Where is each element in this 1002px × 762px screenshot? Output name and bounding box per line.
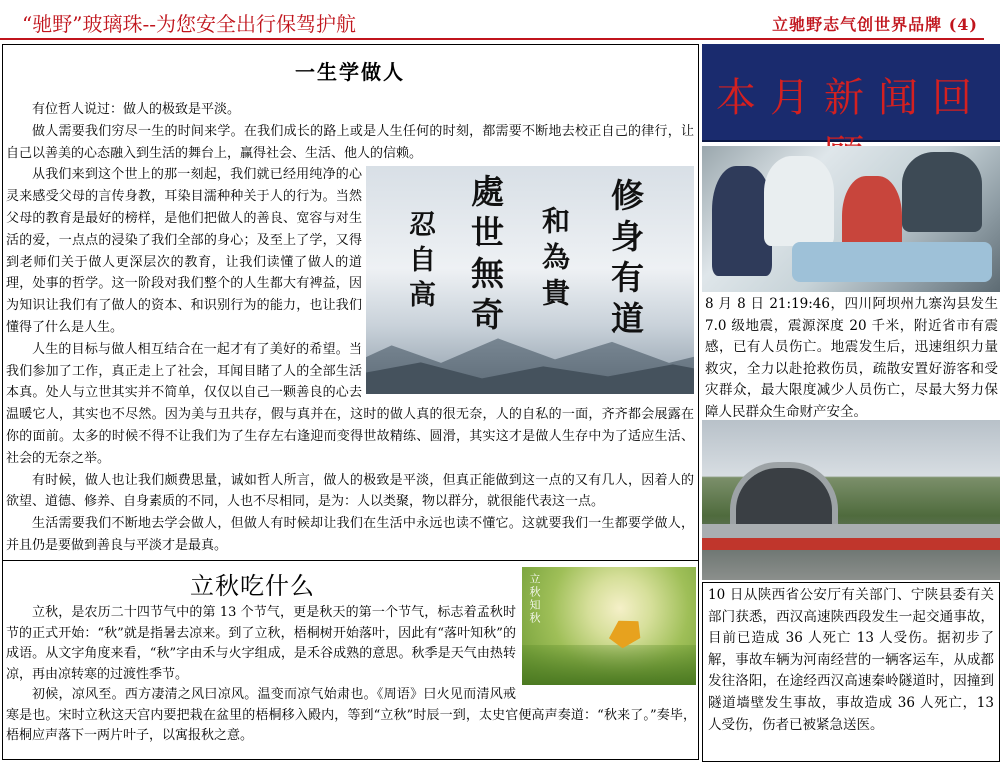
header-slogan: “驰野”玻璃珠--为您安全出行保驾护航 bbox=[22, 12, 356, 36]
article2-paragraph: 立秋，是农历二十四节气中的第 13 个节气，更是秋天的第一个节气，标志着孟秋时节的正式开始：“秋”就是指暑去凉来。到了立秋，梧桐树开始落叶，因此有“落叶知秋”的成语。从文字角度来看，“秋”字由禾与火字组成，是禾谷成熟的意思。秋季是天气由热转凉，再由凉转寒的过渡性季节。 bbox=[6, 605, 516, 682]
news-sidebar bbox=[702, 44, 1000, 761]
news-banner bbox=[702, 44, 1000, 142]
calligraphy-image bbox=[366, 166, 694, 394]
article1-paragraph: 有时候，做人也让我们颇费思量，诚如哲人所言，做人的极致是平淡，但真正能做到这一点的又有几人，因着人的欲望、道德、修养、自身素质的不同，人也不尽相同，是为：人以类聚，物以群分，就很能代表这一点。 bbox=[6, 472, 694, 510]
earthquake-rescue-photo bbox=[702, 146, 1000, 292]
tunnel-accident-photo bbox=[702, 420, 1000, 580]
grass-shape bbox=[522, 645, 696, 685]
calligraphy-line: 忍自高 bbox=[404, 210, 435, 316]
calligraphy-line: 修身有道 bbox=[606, 178, 645, 343]
news-item-earthquake: 8 月 8 日 21:19:46，四川阿坝州九寨沟县发生 7.0 级地震，震源深度 20 千米，附近省市有震感，已有人员伤亡。地震发生后，迅速组织力量救灾，全力以赴抢救伤员，疏散安置好游客和受灾群众，最大限度减少人员伤亡，尽最大努力保障人民群众生命财产安全。 bbox=[705, 296, 998, 420]
news-item-accident-box bbox=[702, 582, 1000, 762]
calligraphy-line: 處世無奇 bbox=[466, 174, 505, 339]
figure-shape bbox=[764, 156, 834, 246]
road-shape bbox=[702, 524, 1000, 538]
header-page-label: 立驰野志气创世界品牌 (4) bbox=[772, 15, 978, 34]
image-caption: 立秋知秋 bbox=[528, 573, 541, 625]
article2-title: 立秋吃什么 bbox=[190, 572, 315, 600]
bridge-rail-shape bbox=[702, 538, 1000, 550]
article1-title: 一生学做人 bbox=[295, 60, 405, 84]
article1-paragraph: 做人需要我们穷尽一生的时间来学。在我们成长的路上或是人生任何的时刻，都需要不断地去校正自己的律行，让自己以善美的心态融入到生活的舞台上，赢得社会、生活、他人的信赖。 bbox=[6, 123, 694, 161]
article2-paragraph: 初候，凉风至。西方凄清之风曰凉风。温变而凉气始肃也。《周语》曰火见而清风戒寒是也。宋时立秋这天宫内要把栽在盆里的梧桐移入殿内，等到“立秋”时辰一到，太史官便高声奏道：“秋来了。”奏毕，梧桐应声落下一两片叶子，以寓报秋之意。 bbox=[6, 687, 696, 743]
article-life-learning bbox=[6, 48, 694, 558]
article1-paragraph: 生活需要我们不断地去学会做人，但做人有时候却让我们在生活中永远也读不懂它。这就要我们一生都要学做人，并且仍是要做到善良与平淡才是最真。 bbox=[6, 516, 694, 553]
stretcher-shape bbox=[792, 242, 992, 282]
article1-paragraph: 人生的目标与做人相互结合在一起才有了美好的希望。当我们参加了工作，真正走上了社会，耳闻目睹了人的全部生活本真。处人与立世其实并不简单，仅仅以自己一颗善良的心去温暖它人，其实也不尽然。因为美与丑共存，假与真并在，这时的做人真的很无奈，人的自私的一面，齐齐都会展露在你的面前。太多的时候不得不让我们为了生存左右逢迎而变得世故精练、圆滑，其实这才是做人生存中为了适应生活、社会的无奈之举。 bbox=[6, 341, 694, 466]
article-autumn-food bbox=[6, 562, 696, 760]
news-item-accident: 10 日从陕西省公安厅有关部门、宁陕县委有关部门获悉，西汉高速陕西段发生一起交通事故，目前已造成 36 人死亡 13 人受伤。据初步了解，事故车辆为河南经营的一辆客运车，从成都发往洛阳，在途经西汉高速秦岭隧道时，因撞到隧道墙壁发生事故，事故造成 36 人死亡，13 人受伤，伤者已被紧急送医。 bbox=[708, 587, 994, 733]
news-banner-title: 本月新闻回 bbox=[716, 75, 986, 121]
figure-shape bbox=[902, 152, 982, 232]
autumn-leaf-image bbox=[522, 567, 696, 685]
article1-paragraph: 有位哲人说过：做人的极致是平淡。 bbox=[32, 102, 241, 117]
tunnel-shape bbox=[730, 462, 838, 530]
article1-paragraph: 从我们来到这个世上的那一刻起，我们就已经用纯净的心灵来感受父母的言传身教，耳染目濡种种关于人的行为。当然父母的教育是最好的榜样，是他们把做人的善良、宽容与对生活的爱，一点点的浸染了我们全部的身心；及至上了学，又得到老师们关于做人更深层次的教育，让我们读懂了做人的道理，处事的哲学。这一阶段对我们整个的人生都大有裨益，因为知识让我们有了做人的资本、和识别行为的能力，也让我们懂得了什么是人生。 bbox=[6, 167, 362, 335]
article-divider bbox=[2, 560, 699, 561]
figure-shape bbox=[712, 166, 772, 276]
header-rule bbox=[0, 38, 984, 40]
calligraphy-line: 和為貴 bbox=[538, 206, 571, 315]
